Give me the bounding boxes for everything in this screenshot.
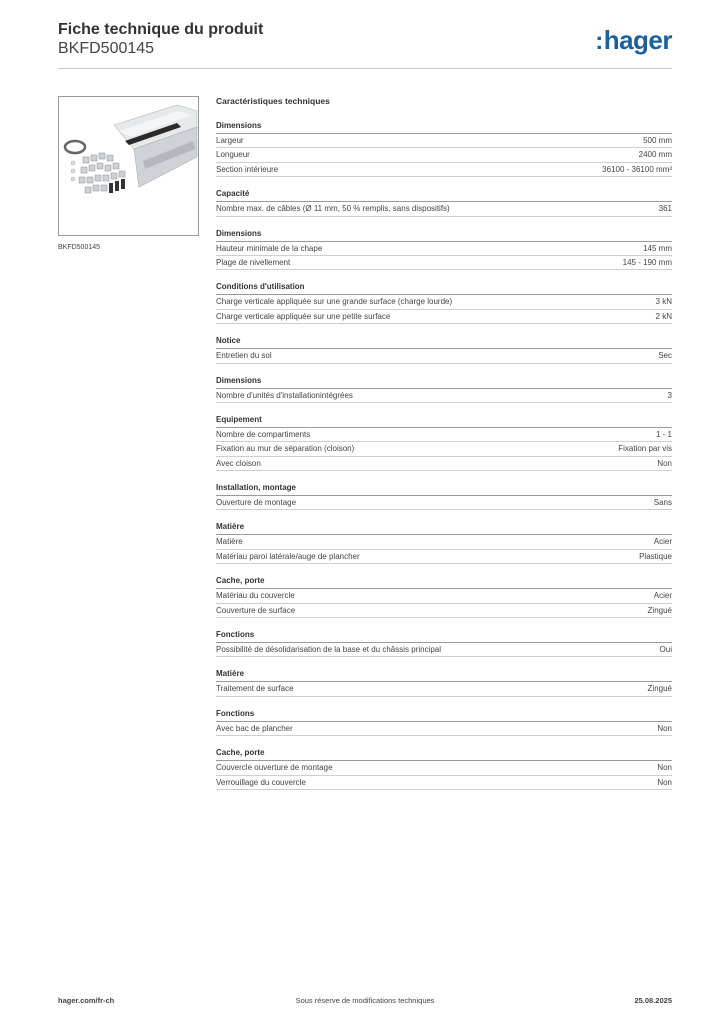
spec-label: Nombre de compartiments [216, 429, 311, 439]
spec-group-title: Fonctions [216, 708, 672, 722]
spec-value: Non [657, 458, 672, 468]
spec-group-title: Dimensions [216, 120, 672, 134]
spec-label: Verrouillage du couvercle [216, 777, 306, 787]
spec-group [216, 708, 672, 736]
spec-row [216, 349, 672, 363]
spec-group-title: Dimensions [216, 228, 672, 242]
spec-label: Traitement de surface [216, 684, 294, 694]
spec-row [216, 148, 672, 162]
spec-value: Sec [658, 351, 672, 361]
product-image-caption: BKFD500145 [58, 244, 101, 251]
spec-row [216, 604, 672, 618]
spec-value: Acier [653, 591, 672, 601]
spec-value: Non [657, 777, 672, 787]
spec-value: 36100 - 36100 mm² [602, 164, 672, 174]
spec-value: 500 mm [643, 136, 672, 145]
spec-label: Ouverture de montage [216, 498, 297, 508]
spec-value: 3 kN [655, 297, 672, 307]
spec-group [216, 281, 672, 324]
spec-row [216, 761, 672, 775]
spec-label: Plage de nivellement [216, 257, 291, 267]
spec-row [216, 295, 672, 309]
spec-label: Matière [216, 537, 243, 547]
spec-group [216, 668, 672, 696]
spec-row [216, 163, 672, 177]
spec-value: 361 [658, 204, 672, 214]
spec-value: Non [657, 723, 672, 733]
spec-row [216, 722, 672, 736]
spec-value: 145 - 190 mm [622, 257, 672, 267]
spec-value: Oui [659, 645, 672, 655]
spec-group [216, 228, 672, 271]
spec-value: Zingué [647, 684, 672, 694]
spec-group-title: Matière [216, 521, 672, 535]
spec-group-title: Installation, montage [216, 482, 672, 496]
footer-date: 25.08.2025 [634, 996, 672, 1005]
spec-group [216, 521, 672, 564]
spec-row [216, 550, 672, 564]
spec-value: 2 kN [655, 311, 672, 321]
spec-group-title: Notice [216, 335, 672, 349]
product-illustration [59, 97, 198, 235]
spec-group [216, 414, 672, 471]
spec-row [216, 134, 672, 148]
specs-title: Caractéristiques techniques [216, 96, 330, 106]
footer-website-link[interactable]: hager.com/fr-ch [58, 996, 115, 1005]
spec-value: 3 [667, 390, 672, 400]
page-title: Fiche technique du produit [58, 21, 264, 38]
spec-group [216, 375, 672, 403]
spec-label: Largeur [216, 136, 244, 145]
spec-row [216, 682, 672, 696]
spec-group-title: Equipement [216, 414, 672, 428]
product-image [58, 96, 199, 236]
spec-group-title: Cache, porte [216, 575, 672, 589]
footer-disclaimer: Sous réserve de modifications techniques [295, 996, 435, 1005]
spec-group-title: Capacité [216, 188, 672, 202]
spec-row [216, 310, 672, 324]
spec-value: Sans [653, 498, 672, 508]
spec-label: Couvercle ouverture de montage [216, 763, 333, 773]
spec-value: 145 mm [643, 243, 672, 253]
spec-label: Charge verticale appliquée sur une grande surface (charge lourde) [216, 297, 453, 307]
spec-label: Section intérieure [216, 164, 279, 174]
spec-label: Entretien du sol [216, 351, 272, 361]
spec-value: Acier [653, 537, 672, 547]
spec-value: Plastique [639, 551, 672, 561]
spec-row [216, 428, 672, 442]
spec-value: Non [657, 763, 672, 773]
spec-row [216, 643, 672, 657]
spec-group [216, 335, 672, 363]
spec-group [216, 482, 672, 510]
hager-logo: :hager [595, 25, 672, 55]
spec-group-title: Conditions d'utilisation [216, 281, 672, 295]
spec-row [216, 589, 672, 603]
spec-label: Nombre max. de câbles (Ø 11 mm, 50 % remplis, sans dispositifs) [216, 204, 450, 214]
spec-label: Fixation au mur de séparation (cloison) [216, 444, 355, 454]
spec-group-title: Dimensions [216, 375, 672, 389]
spec-row [216, 496, 672, 510]
spec-row [216, 442, 672, 456]
spec-row [216, 457, 672, 471]
spec-label: Avec bac de plancher [216, 723, 293, 733]
product-reference: BKFD500145 [58, 40, 155, 57]
spec-group [216, 575, 672, 618]
spec-row [216, 535, 672, 549]
spec-row [216, 776, 672, 790]
spec-group [216, 629, 672, 657]
spec-value: Fixation par vis [618, 444, 672, 454]
spec-groups [216, 120, 672, 790]
spec-label: Couverture de surface [216, 605, 296, 615]
spec-label: Nombre d'unités d'installationintégrées [216, 390, 353, 400]
spec-group [216, 120, 672, 177]
spec-label: Avec cloison [216, 458, 261, 468]
technical-specs [216, 96, 672, 801]
page-header [58, 20, 672, 58]
spec-row [216, 242, 672, 256]
spec-value: 1 - 1 [655, 429, 672, 439]
spec-group-title: Cache, porte [216, 747, 672, 761]
spec-group [216, 188, 672, 216]
header-divider [58, 68, 672, 69]
spec-label: Longueur [216, 150, 250, 160]
spec-group-title: Matière [216, 668, 672, 682]
spec-label: Hauteur minimale de la chape [216, 243, 323, 253]
spec-row [216, 256, 672, 270]
spec-label: Matériau du couvercle [216, 591, 295, 601]
spec-group [216, 747, 672, 790]
spec-row [216, 389, 672, 403]
spec-label: Matériau paroi latérale/auge de plancher [216, 551, 360, 561]
spec-row [216, 202, 672, 216]
spec-label: Charge verticale appliquée sur une petite surface [216, 311, 391, 321]
spec-label: Possibilité de désolidarisation de la base et du châssis principal [216, 645, 442, 655]
spec-value: Zingué [647, 605, 672, 615]
spec-value: 2400 mm [638, 150, 672, 160]
spec-group-title: Fonctions [216, 629, 672, 643]
